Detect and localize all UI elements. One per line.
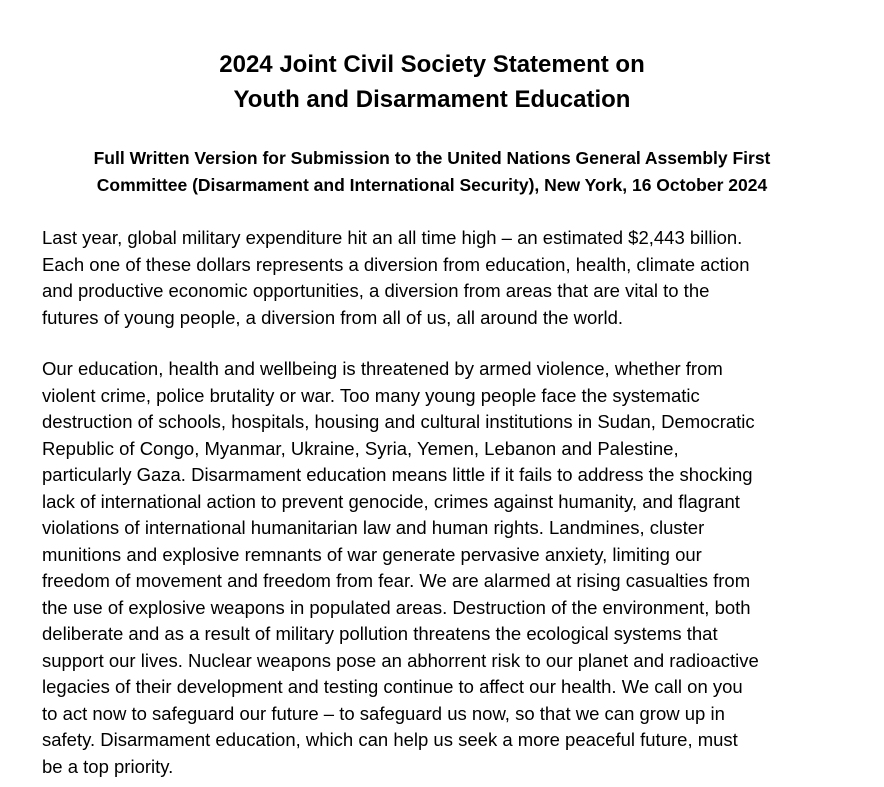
text-line: futures of young people, a diversion from all of us, all around the world. bbox=[42, 306, 624, 328]
subtitle-line: Full Written Version for Submission to the United Nations General Assembly First bbox=[93, 148, 771, 168]
text-line: Republic of Congo, Myanmar, Ukraine, Syria, Yemen, Lebanon and Palestine, bbox=[42, 437, 679, 459]
text-line: the use of explosive weapons in populated areas. Destruction of the environment, both bbox=[42, 596, 751, 618]
text-line: to act now to safeguard our future – to safeguard us now, so that we can grow up in bbox=[42, 702, 725, 724]
text-line: and productive economic opportunities, a diversion from areas that are vital to the bbox=[42, 280, 710, 301]
document-title bbox=[0, 47, 864, 117]
subtitle-line: Committee (Disarmament and International Security), New York, 16 October 2024 bbox=[96, 174, 768, 195]
text-line: be a top priority. bbox=[42, 755, 174, 777]
title-line: 2024 Joint Civil Society Statement on bbox=[219, 51, 645, 78]
text-line: legacies of their development and testing continue to affect our health. We call on you bbox=[42, 676, 743, 697]
text-line: Our education, health and wellbeing is threatened by armed violence, whether from bbox=[42, 358, 723, 379]
text-line: Each one of these dollars represents a diversion from education, health, climate action bbox=[42, 253, 750, 275]
document-subtitle bbox=[0, 145, 864, 198]
text-line: munitions and explosive remnants of war generate pervasive anxiety, limiting our bbox=[42, 543, 702, 565]
paragraph-military-expenditure bbox=[42, 225, 842, 331]
text-line: lack of international action to prevent genocide, crimes against humanity, and flagrant bbox=[42, 490, 740, 512]
text-line: deliberate and as a result of military pollution threatens the ecological systems that bbox=[42, 623, 718, 644]
text-line: freedom of movement and freedom from fear. We are alarmed at rising casualties from bbox=[42, 570, 751, 591]
text-line: violations of international humanitarian law and human rights. Landmines, cluster bbox=[42, 517, 705, 538]
text-line: violent crime, police brutality or war. Too many young people face the systematic bbox=[42, 384, 700, 406]
text-line: particularly Gaza. Disarmament education means little if it fails to address the shocking bbox=[42, 464, 753, 485]
text-line: destruction of schools, hospitals, housing and cultural institutions in Sudan, Democratic bbox=[42, 411, 755, 432]
text-line: support our lives. Nuclear weapons pose an abhorrent risk to our planet and radioactive bbox=[42, 649, 759, 671]
paragraph-armed-violence bbox=[42, 356, 842, 780]
text-line: Last year, global military expenditure hit an all time high – an estimated $2,443 billion. bbox=[42, 227, 743, 248]
title-line: Youth and Disarmament Education bbox=[233, 86, 631, 113]
text-line: safety. Disarmament education, which can help us seek a more peaceful future, must bbox=[42, 729, 738, 750]
